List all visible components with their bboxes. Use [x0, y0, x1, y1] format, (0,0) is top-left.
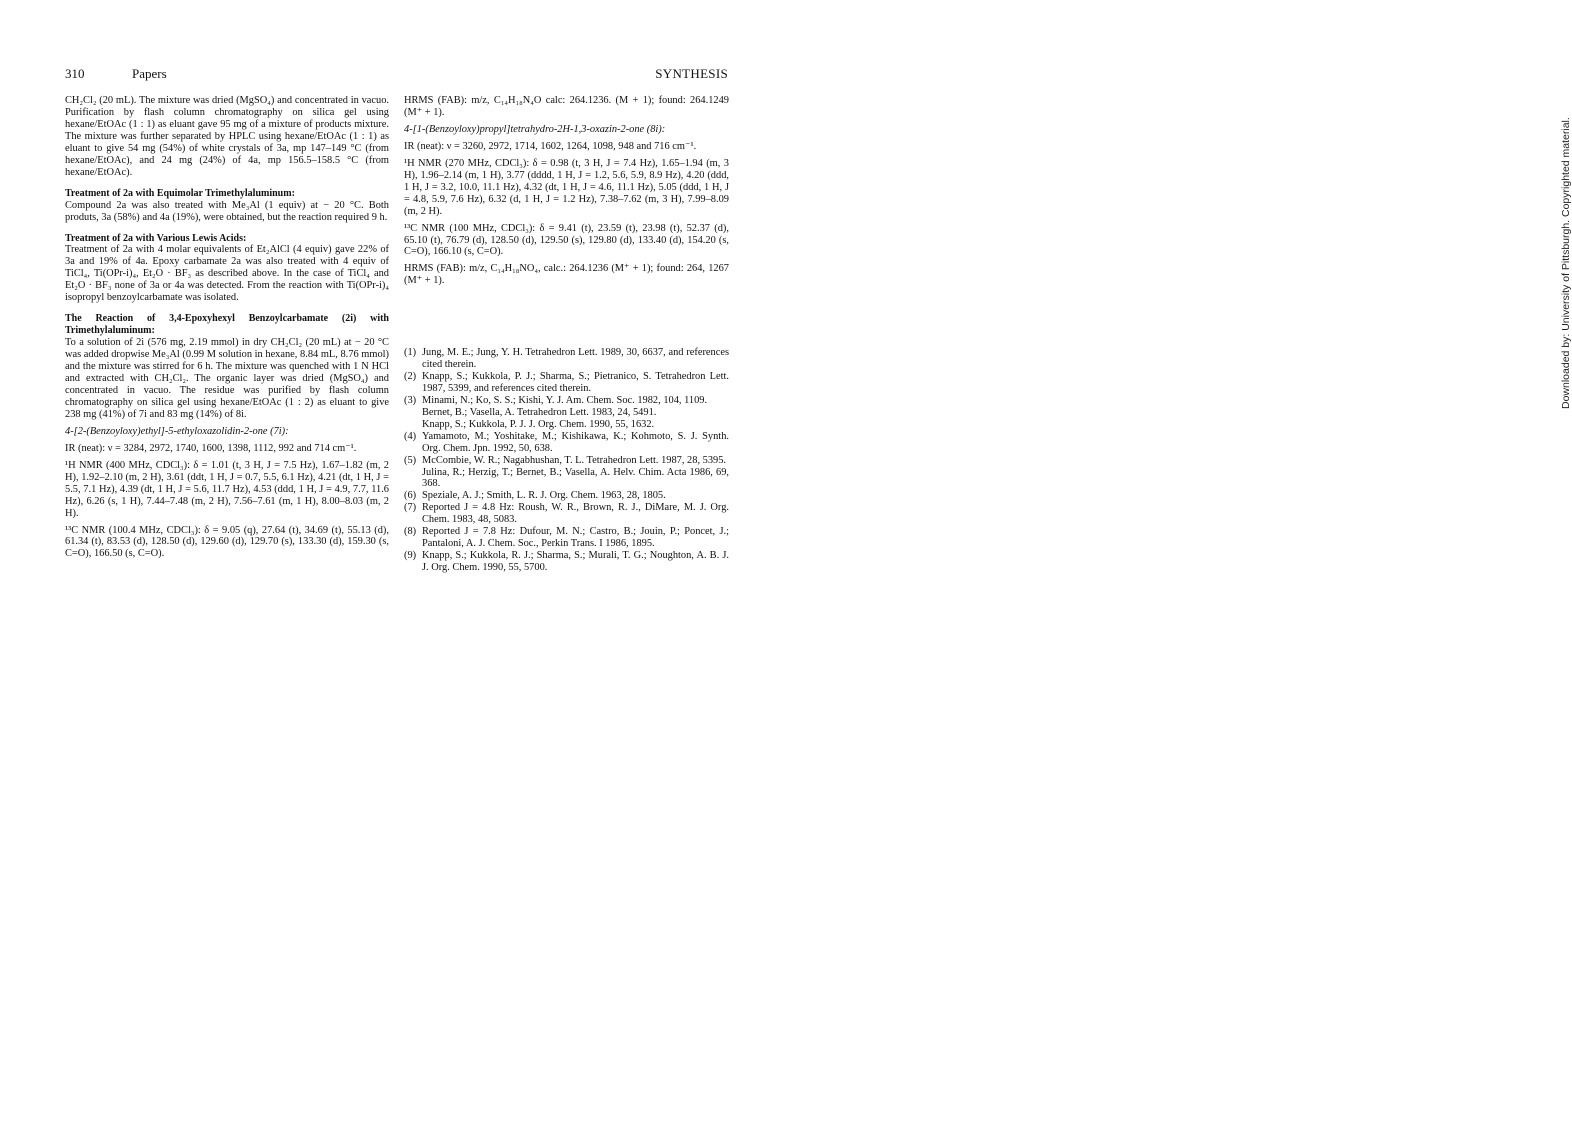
reference-item [404, 526, 729, 550]
download-watermark: Downloaded by: University of Pittsburgh. Copyrighted material. [1560, 117, 1572, 409]
hnmr-data: ¹H NMR (270 MHz, CDCl₃): δ = 0.98 (t, 3 H, J = 7.4 Hz), 1.65–1.94 (m, 3 H), 1.96–2.14 (m, 1 H), 3.77 (dddd, 1 H, J = 1.2, 5.6, 5.9, 8.9 Hz), 4.20 (ddd, 1 H, J = 3.2, 10.0, 11.1 Hz), 4.32 (dt, 1 H, J = 4.6, 11.1 Hz), 5.05 (ddd, 1 H, J = 4.8, 5.9, 7.6 Hz), 6.32 (d, 1 H, J = 1.2 Hz), 7.38–7.62 (m, 3 H), 7.99–8.09 (m, 2 H). [404, 157, 729, 217]
reference-item [404, 455, 729, 467]
paragraph: Compound 2a was also treated with Me₃Al (1 equiv) at − 20 °C. Both produts, 3a (58%) and 4a (19%), were obtained, but the reaction required 9 h. [65, 199, 389, 223]
reference-text: Minami, N.; Ko, S. S.; Kishi, Y. J. Am. Chem. Soc. 1982, 104, 1109. [422, 394, 708, 406]
section-title: Papers [132, 66, 167, 81]
reference-item [404, 395, 729, 407]
reference-item [404, 347, 729, 371]
reference-item [404, 502, 729, 526]
right-column [404, 95, 729, 287]
reference-item [404, 490, 729, 502]
reference-number: (7) [404, 502, 417, 514]
reference-number: (4) [404, 430, 417, 442]
section-heading: The Reaction of 3,4-Epoxyhexyl Benzoylcarbamate (2i) with Trimethylaluminum: [65, 313, 389, 337]
left-column [65, 95, 389, 560]
section-heading: Treatment of 2a with Equimolar Trimethylaluminum: [65, 187, 295, 199]
reference-continuation: Bernet, B.; Vasella, A. Tetrahedron Lett. 1983, 24, 5491. [422, 406, 657, 418]
hrms-data: HRMS (FAB): m/z, C₁₄H₁₈N₄O calc: 264.1236. (M + 1); found: 264.1249 (M⁺ + 1). [404, 95, 729, 118]
paragraph: CH₂Cl₂ (20 mL). The mixture was dried (MgSO₄) and concentrated in vacuo. Purification by flash column chromatography on silica gel using hexane/EtOAc (1 : 1) as eluant gave 95 mg of a mixture of products mixture. The mixture was further separated by HPLC using hexane/EtOAc (1 : 1) as eluant to give 54 mg (54%) of white crystals of 3a, mp 147–149 °C (from hexane/EtOAc), and 24 mg (24%) of 4a, mp 156.5–158.5 °C (from hexane/EtOAc). [65, 95, 389, 178]
section-heading: Treatment of 2a with Various Lewis Acids: [65, 232, 247, 244]
reference-number: (3) [404, 394, 417, 406]
reference-continuation: Knapp, S.; Kukkola, P. J. J. Org. Chem. 1990, 55, 1632. [422, 418, 655, 430]
reference-item [404, 550, 729, 574]
side-margin [776, 0, 1572, 1123]
ir-data: IR (neat): ν = 3284, 2972, 1740, 1600, 1398, 1112, 992 and 714 cm⁻¹. [65, 442, 357, 454]
reference-text: Speziale, A. J.; Smith, L. R. J. Org. Chem. 1963, 28, 1805. [422, 490, 666, 502]
paragraph: Treatment of 2a with 4 molar equivalents of Et₂AlCl (4 equiv) gave 22% of 3a and 19% of 4a. Epoxy carbamate 2a was also treated with 4 equiv of TiCl₄, Ti(OPr-i)₄, Et₂O · BF₃ as described above. In the case of TiCl₄ and Et₂O · BF₃ none of 3a or 4a was detected. From the reaction with Ti(OPr-i)₄ isopropyl benzoylcarbamate was isolated. [65, 244, 389, 304]
reference-continuation: Julina, R.; Herzig, T.; Bernet, B.; Vasella, A. Helv. Chim. Acta 1986, 69, 368. [422, 466, 729, 490]
reference-number: (2) [404, 370, 417, 382]
reference-number: (6) [404, 490, 417, 502]
reference-item [404, 371, 729, 395]
reference-number: (8) [404, 526, 417, 538]
hrms-data: HRMS (FAB): m/z, C₁₄H₁₈NO₄, calc.: 264.1236 (M⁺ + 1); found: 264, 1267 (M⁺ + 1). [404, 263, 729, 287]
reference-text: Knapp, S.; Kukkola, R. J.; Sharma, S.; Murali, T. G.; Noughton, A. B. J. J. Org. Chem. 1990, 55, 5700. [422, 550, 729, 574]
reference-text: Reported J = 4.8 Hz: Roush, W. R., Brown, R. J., DiMare, M. J. Org. Chem. 1983, 48, 5083. [422, 502, 729, 526]
journal-name: SYNTHESIS [655, 66, 728, 81]
reference-number: (5) [404, 454, 417, 466]
reference-number: (1) [404, 347, 417, 358]
compound-title: 4-[2-(Benzoyloxy)ethyl]-5-ethyloxazolidin-2-one (7i): [65, 425, 289, 437]
references-list [404, 347, 729, 574]
reference-item [404, 431, 729, 455]
page-number: 310 [65, 66, 85, 81]
reference-text: Yamamoto, M.; Yoshitake, M.; Kishikawa, K.; Kohmoto, S. J. Synth. Org. Chem. Jpn. 1992, 50, 638. [422, 430, 729, 454]
hnmr-data: ¹H NMR (400 MHz, CDCl₃): δ = 1.01 (t, 3 H, J = 7.5 Hz), 1.67–1.82 (m, 2 H), 1.92–2.10 (m, 2 H), 3.61 (ddt, 1 H, J = 0.7, 5.5, 6.1 Hz), 4.21 (dt, 1 H, J = 5.5, 7.1 Hz), 4.39 (dt, 1 H, J = 5.6, 11.7 Hz), 4.53 (ddd, 1 H, J = 4.9, 7.7, 11.6 Hz), 6.26 (s, 1 H), 7.44–7.48 (m, 2 H), 7.56–7.61 (m, 1 H), 8.00–8.03 (m, 2 H). [65, 459, 389, 519]
ir-data: IR (neat): ν = 3260, 2972, 1714, 1602, 1264, 1098, 948 and 716 cm⁻¹. [404, 140, 697, 152]
cnmr-data: ¹³C NMR (100 MHz, CDCl₃): δ = 9.41 (t), 23.59 (t), 23.98 (t), 52.37 (d), 65.10 (t), 76.79 (d), 128.50 (d), 129.50 (s), 129.80 (d), 133.40 (d), 154.20 (s, C=O), 166.10 (s, C=O). [404, 222, 729, 258]
cnmr-data: ¹³C NMR (100.4 MHz, CDCl₃): δ = 9.05 (q), 27.64 (t), 34.69 (t), 55.13 (d), 61.34 (t), 83.53 (d), 128.50 (d), 129.60 (d), 129.70 (s), 133.30 (d), 159.30 (s, C=O), 166.50 (s, C=O). [65, 524, 389, 560]
compound-title: 4-[1-(Benzoyloxy)propyl]tetrahydro-2H-1,3-oxazin-2-one (8i): [404, 123, 666, 135]
paragraph: To a solution of 2i (576 mg, 2.19 mmol) in dry CH₂Cl₂ (20 mL) at − 20 °C was added dropwise Me₃Al (0.99 M solution in hexane, 8.84 mL, 8.76 mmol) and the mixture was stirred for 6 h. The mixture was quenched with 1 N HCl and extracted with CH₂Cl₂. The organic layer was dried (MgSO₄) and concentrated in vacuo. The residue was purified by flash column chromatography on silica gel using hexane/EtOAc (1 : 2) as eluant to give 238 mg (41%) of 7i and 83 mg (14%) of 8i. [65, 337, 389, 420]
reference-text: McCombie, W. R.; Nagabhushan, T. L. Tetrahedron Lett. 1987, 28, 5395. [422, 454, 727, 466]
reference-text: Jung, M. E.; Jung, Y. H. Tetrahedron Lett. 1989, 30, 6637, and references cited therein. [422, 347, 729, 370]
reference-number: (9) [404, 550, 417, 562]
reference-text: Reported J = 7.8 Hz: Dufour, M. N.; Castro, B.; Jouin, P.; Poncet, J.; Pantaloni, A. J. Chem. Soc., Perkin Trans. I 1986, 1895. [422, 526, 729, 550]
reference-text: Knapp, S.; Kukkola, P. J.; Sharma, S.; Pietranico, S. Tetrahedron Lett. 1987, 5399, and references cited therein. [422, 370, 729, 394]
